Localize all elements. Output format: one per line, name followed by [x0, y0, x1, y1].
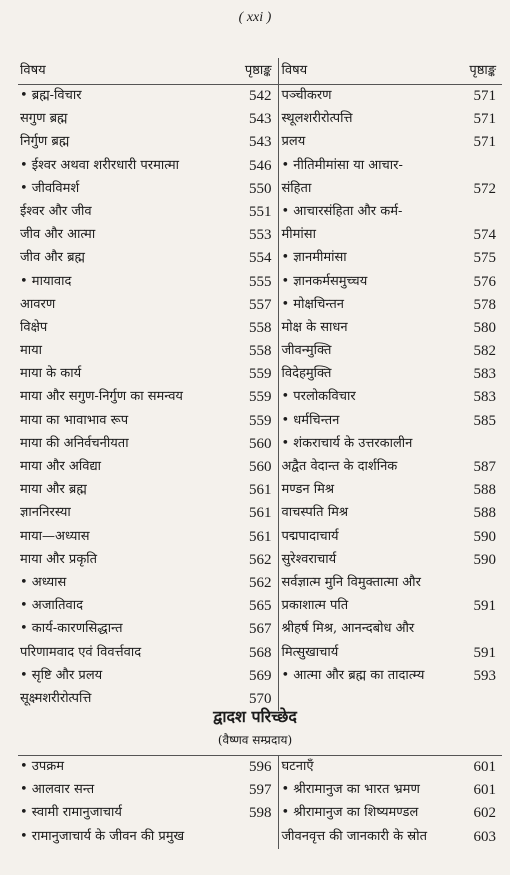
toc-entry-left: • कार्य-कारणसिद्धान्त	[20, 621, 123, 637]
toc-row	[18, 779, 502, 802]
toc-page-right: 578	[473, 296, 496, 313]
toc-entry-right: • ज्ञानकर्मसमुच्चय	[281, 273, 368, 289]
toc-entry-right: मीमांसा	[281, 227, 316, 243]
toc-page-left: 557	[214, 294, 278, 317]
chapter-contents-table	[18, 755, 502, 849]
toc-page-right: 575	[473, 250, 496, 267]
toc-entry-left: माया और सगुण-निर्गुण का समन्वय	[20, 389, 183, 405]
toc-entry-right: • आचारसंहिता और कर्म-	[281, 203, 403, 219]
header-subject-left: विषय	[20, 63, 46, 78]
toc-entry-right: • आत्मा और ब्रह्म का तादात्म्य	[281, 667, 425, 683]
toc-entry-right: • धर्मचिन्तन	[281, 412, 340, 428]
toc-entry-left: माया	[20, 343, 43, 359]
toc-entry-left: • रामानुजाचार्य के जीवन की प्रमुख	[20, 828, 185, 844]
toc-entry-left: • जीवविमर्श	[20, 180, 80, 196]
toc-row	[18, 247, 502, 270]
toc-row	[18, 456, 502, 479]
toc-page-right: 593	[473, 667, 496, 684]
toc-entry-right: विदेहमुक्ति	[281, 366, 332, 382]
toc-page-right: 603	[473, 828, 496, 845]
toc-page-right: 580	[473, 319, 496, 336]
toc-page-left: 561	[214, 526, 278, 549]
toc-entry-right: मण्डन मिश्र	[281, 482, 335, 498]
toc-entry-left: • उपक्रम	[20, 759, 65, 774]
toc-entry-left: निर्गुण ब्रह्म	[20, 134, 70, 150]
toc-row	[18, 294, 502, 317]
toc-entry-left: माया का भावाभाव रूप	[20, 412, 129, 428]
toc-entry-right: घटनाएँ	[281, 759, 314, 774]
toc-page-left: 561	[214, 479, 278, 502]
toc-entry-left: माया—अध्यास	[20, 528, 90, 544]
toc-row	[18, 826, 502, 849]
toc-page-left	[216, 826, 278, 849]
toc-entry-left: विक्षेप	[20, 319, 48, 335]
toc-entry-left: • आलवार सन्त	[20, 782, 95, 798]
toc-entry-right: • शंकराचार्य के उत्तरकालीन	[281, 435, 413, 451]
toc-entry-right: पद्मपादाचार्य	[281, 528, 339, 544]
toc-entry-left: जीव और ब्रह्म	[20, 250, 85, 266]
toc-page-left: 559	[214, 363, 278, 386]
toc-page-right: 602	[473, 805, 496, 822]
toc-page-left: 554	[214, 247, 278, 270]
toc-page-left: 542	[214, 85, 278, 109]
toc-row	[18, 502, 502, 525]
toc-entry-right: मोक्ष के साधन	[281, 319, 348, 335]
toc-entry-right: • श्रीरामानुज का शिष्यमण्डल	[281, 805, 419, 821]
toc-page-left: 567	[214, 618, 278, 641]
toc-entry-right: प्रकाशात्म पति	[281, 598, 349, 614]
toc-row	[18, 363, 502, 386]
toc-entry-left: सगुण ब्रह्म	[20, 111, 68, 127]
toc-entry-right: पञ्चीकरण	[281, 88, 332, 103]
toc-page-left: 562	[214, 572, 278, 595]
toc-entry-right: स्थूलशरीरोत्पत्ति	[281, 111, 353, 127]
toc-row	[18, 410, 502, 433]
toc-entry-left: ईश्वर और जीव	[20, 203, 92, 219]
toc-row	[18, 317, 502, 340]
contents-header-row	[18, 58, 502, 85]
toc-page-right: 588	[473, 482, 496, 499]
toc-row	[18, 224, 502, 247]
toc-page-left: 543	[214, 108, 278, 131]
toc-page-right: 601	[473, 759, 496, 775]
toc-page-right: 588	[473, 505, 496, 522]
toc-row	[18, 642, 502, 665]
chapter-title: द्वादश परिच्छेद	[213, 707, 297, 726]
toc-page-right: 571	[473, 111, 496, 128]
header-page-right: पृष्ठाङ्क	[469, 63, 496, 78]
toc-page-left: 568	[214, 642, 278, 665]
toc-page-left: 561	[214, 502, 278, 525]
toc-row	[18, 201, 502, 224]
toc-page-left: 558	[214, 340, 278, 363]
toc-page-right	[446, 433, 502, 456]
toc-entry-left: जीव और आत्मा	[20, 227, 96, 243]
toc-entry-right: • नीतिमीमांसा या आचार-	[281, 157, 403, 173]
toc-entry-left: • ईश्वर अथवा शरीरधारी परमात्मा	[20, 157, 180, 173]
toc-page-right: 590	[473, 528, 496, 545]
toc-entry-right: जीवनवृत्त की जानकारी के स्रोत	[281, 828, 427, 844]
toc-page-left: 562	[214, 549, 278, 572]
toc-entry-left: • सृष्टि और प्रलय	[20, 667, 103, 683]
toc-page-right	[446, 201, 502, 224]
toc-page-right	[446, 572, 502, 595]
toc-page-left: 543	[214, 131, 278, 154]
toc-page-left: 565	[214, 595, 278, 618]
toc-entry-left: माया के कार्य	[20, 366, 82, 382]
toc-row	[18, 618, 502, 641]
toc-page-right	[446, 618, 502, 641]
toc-row	[18, 595, 502, 618]
toc-page-right: 571	[473, 134, 496, 151]
toc-entry-right: मित्सुखाचार्य	[281, 644, 339, 660]
toc-entry-right: • श्रीरामानुज का भारत भ्रमण	[281, 782, 420, 798]
toc-page-right: 582	[473, 343, 496, 360]
toc-row	[18, 271, 502, 294]
toc-page-left: 546	[214, 155, 278, 178]
toc-row	[18, 340, 502, 363]
toc-entry-left: • मायावाद	[20, 273, 72, 289]
toc-entry-right: संहिता	[281, 180, 312, 196]
toc-row	[18, 85, 502, 109]
toc-entry-left: सूक्ष्मशरीरोत्पत्ति	[20, 690, 92, 706]
toc-row	[18, 108, 502, 131]
toc-page-left: 553	[214, 224, 278, 247]
toc-page-right: 585	[473, 412, 496, 429]
toc-entry-right: • मोक्षचिन्तन	[281, 296, 345, 312]
toc-entry-left: ज्ञाननिरस्या	[20, 505, 71, 521]
toc-entry-right: श्रीहर्ष मिश्र, आनन्दबोध और	[281, 621, 415, 637]
toc-row	[18, 526, 502, 549]
contents-table	[18, 58, 502, 711]
toc-row	[18, 549, 502, 572]
toc-page-left: 550	[214, 178, 278, 201]
toc-page-right: 574	[473, 227, 496, 244]
toc-page-right: 583	[473, 366, 496, 383]
toc-row	[18, 479, 502, 502]
toc-entry-left: माया और ब्रह्म	[20, 482, 87, 498]
toc-entry-right: सर्वज्ञात्म मुनि विमुक्तात्मा और	[281, 574, 421, 590]
toc-page-left: 570	[214, 688, 278, 711]
chapter-subtitle: (वैष्णव सम्प्रदाय)	[217, 733, 293, 747]
toc-page-right: 591	[473, 598, 496, 615]
toc-page-right: 571	[473, 88, 496, 104]
toc-row	[18, 572, 502, 595]
toc-page-left: 598	[216, 802, 278, 825]
toc-entry-left: माया और अविद्या	[20, 459, 102, 474]
toc-page-right: 576	[473, 273, 496, 290]
toc-row	[18, 433, 502, 456]
toc-page-left: 560	[214, 456, 278, 479]
toc-page-right: 583	[473, 389, 496, 406]
toc-entry-right: अद्वैत वेदान्त के दार्शनिक	[281, 459, 398, 474]
toc-page-right: 572	[473, 180, 496, 197]
page-number: ( xxi )	[238, 10, 272, 25]
toc-page-left: 596	[216, 756, 278, 780]
toc-row	[18, 131, 502, 154]
toc-entry-right: प्रलय	[281, 134, 306, 150]
toc-entry-right: • ज्ञानमीमांसा	[281, 250, 347, 266]
toc-entry-left: माया और प्रकृति	[20, 551, 98, 567]
toc-page-left: 558	[214, 317, 278, 340]
toc-page-right: 587	[473, 459, 496, 475]
toc-entry-left: परिणामवाद एवं विवर्त्तवाद	[20, 644, 142, 660]
toc-row	[18, 386, 502, 409]
toc-entry-right: जीवन्मुक्ति	[281, 343, 332, 359]
toc-row	[18, 756, 502, 780]
toc-entry-left: • अध्यास	[20, 574, 67, 590]
toc-page-left: 559	[214, 410, 278, 433]
toc-page-left: 569	[214, 665, 278, 688]
toc-page-left: 597	[216, 779, 278, 802]
toc-page-left: 555	[214, 271, 278, 294]
toc-page-right	[446, 155, 502, 178]
toc-page-right: 601	[473, 782, 496, 799]
toc-page-right: 590	[473, 551, 496, 568]
toc-entry-right: वाचस्पति मिश्र	[281, 505, 349, 521]
toc-entry-right: • परलोकविचार	[281, 389, 356, 405]
toc-row	[18, 802, 502, 825]
toc-entry-right: सुरेश्वराचार्य	[281, 551, 337, 567]
toc-entry-left: • स्वामी रामानुजाचार्य	[20, 805, 122, 821]
toc-entry-left: • अजातिवाद	[20, 598, 84, 614]
toc-page-left: 559	[214, 386, 278, 409]
toc-row	[18, 178, 502, 201]
header-page-left: पृष्ठाङ्क	[214, 58, 278, 85]
toc-entry-left: • ब्रह्म-विचार	[20, 88, 82, 103]
toc-entry-left: आवरण	[20, 296, 56, 312]
header-subject-right: विषय	[281, 63, 308, 78]
toc-page-right: 591	[473, 644, 496, 661]
toc-page-left: 551	[214, 201, 278, 224]
toc-row	[18, 155, 502, 178]
toc-entry-left: माया की अनिर्वचनीयता	[20, 435, 129, 451]
toc-row	[18, 665, 502, 688]
toc-page-left: 560	[214, 433, 278, 456]
